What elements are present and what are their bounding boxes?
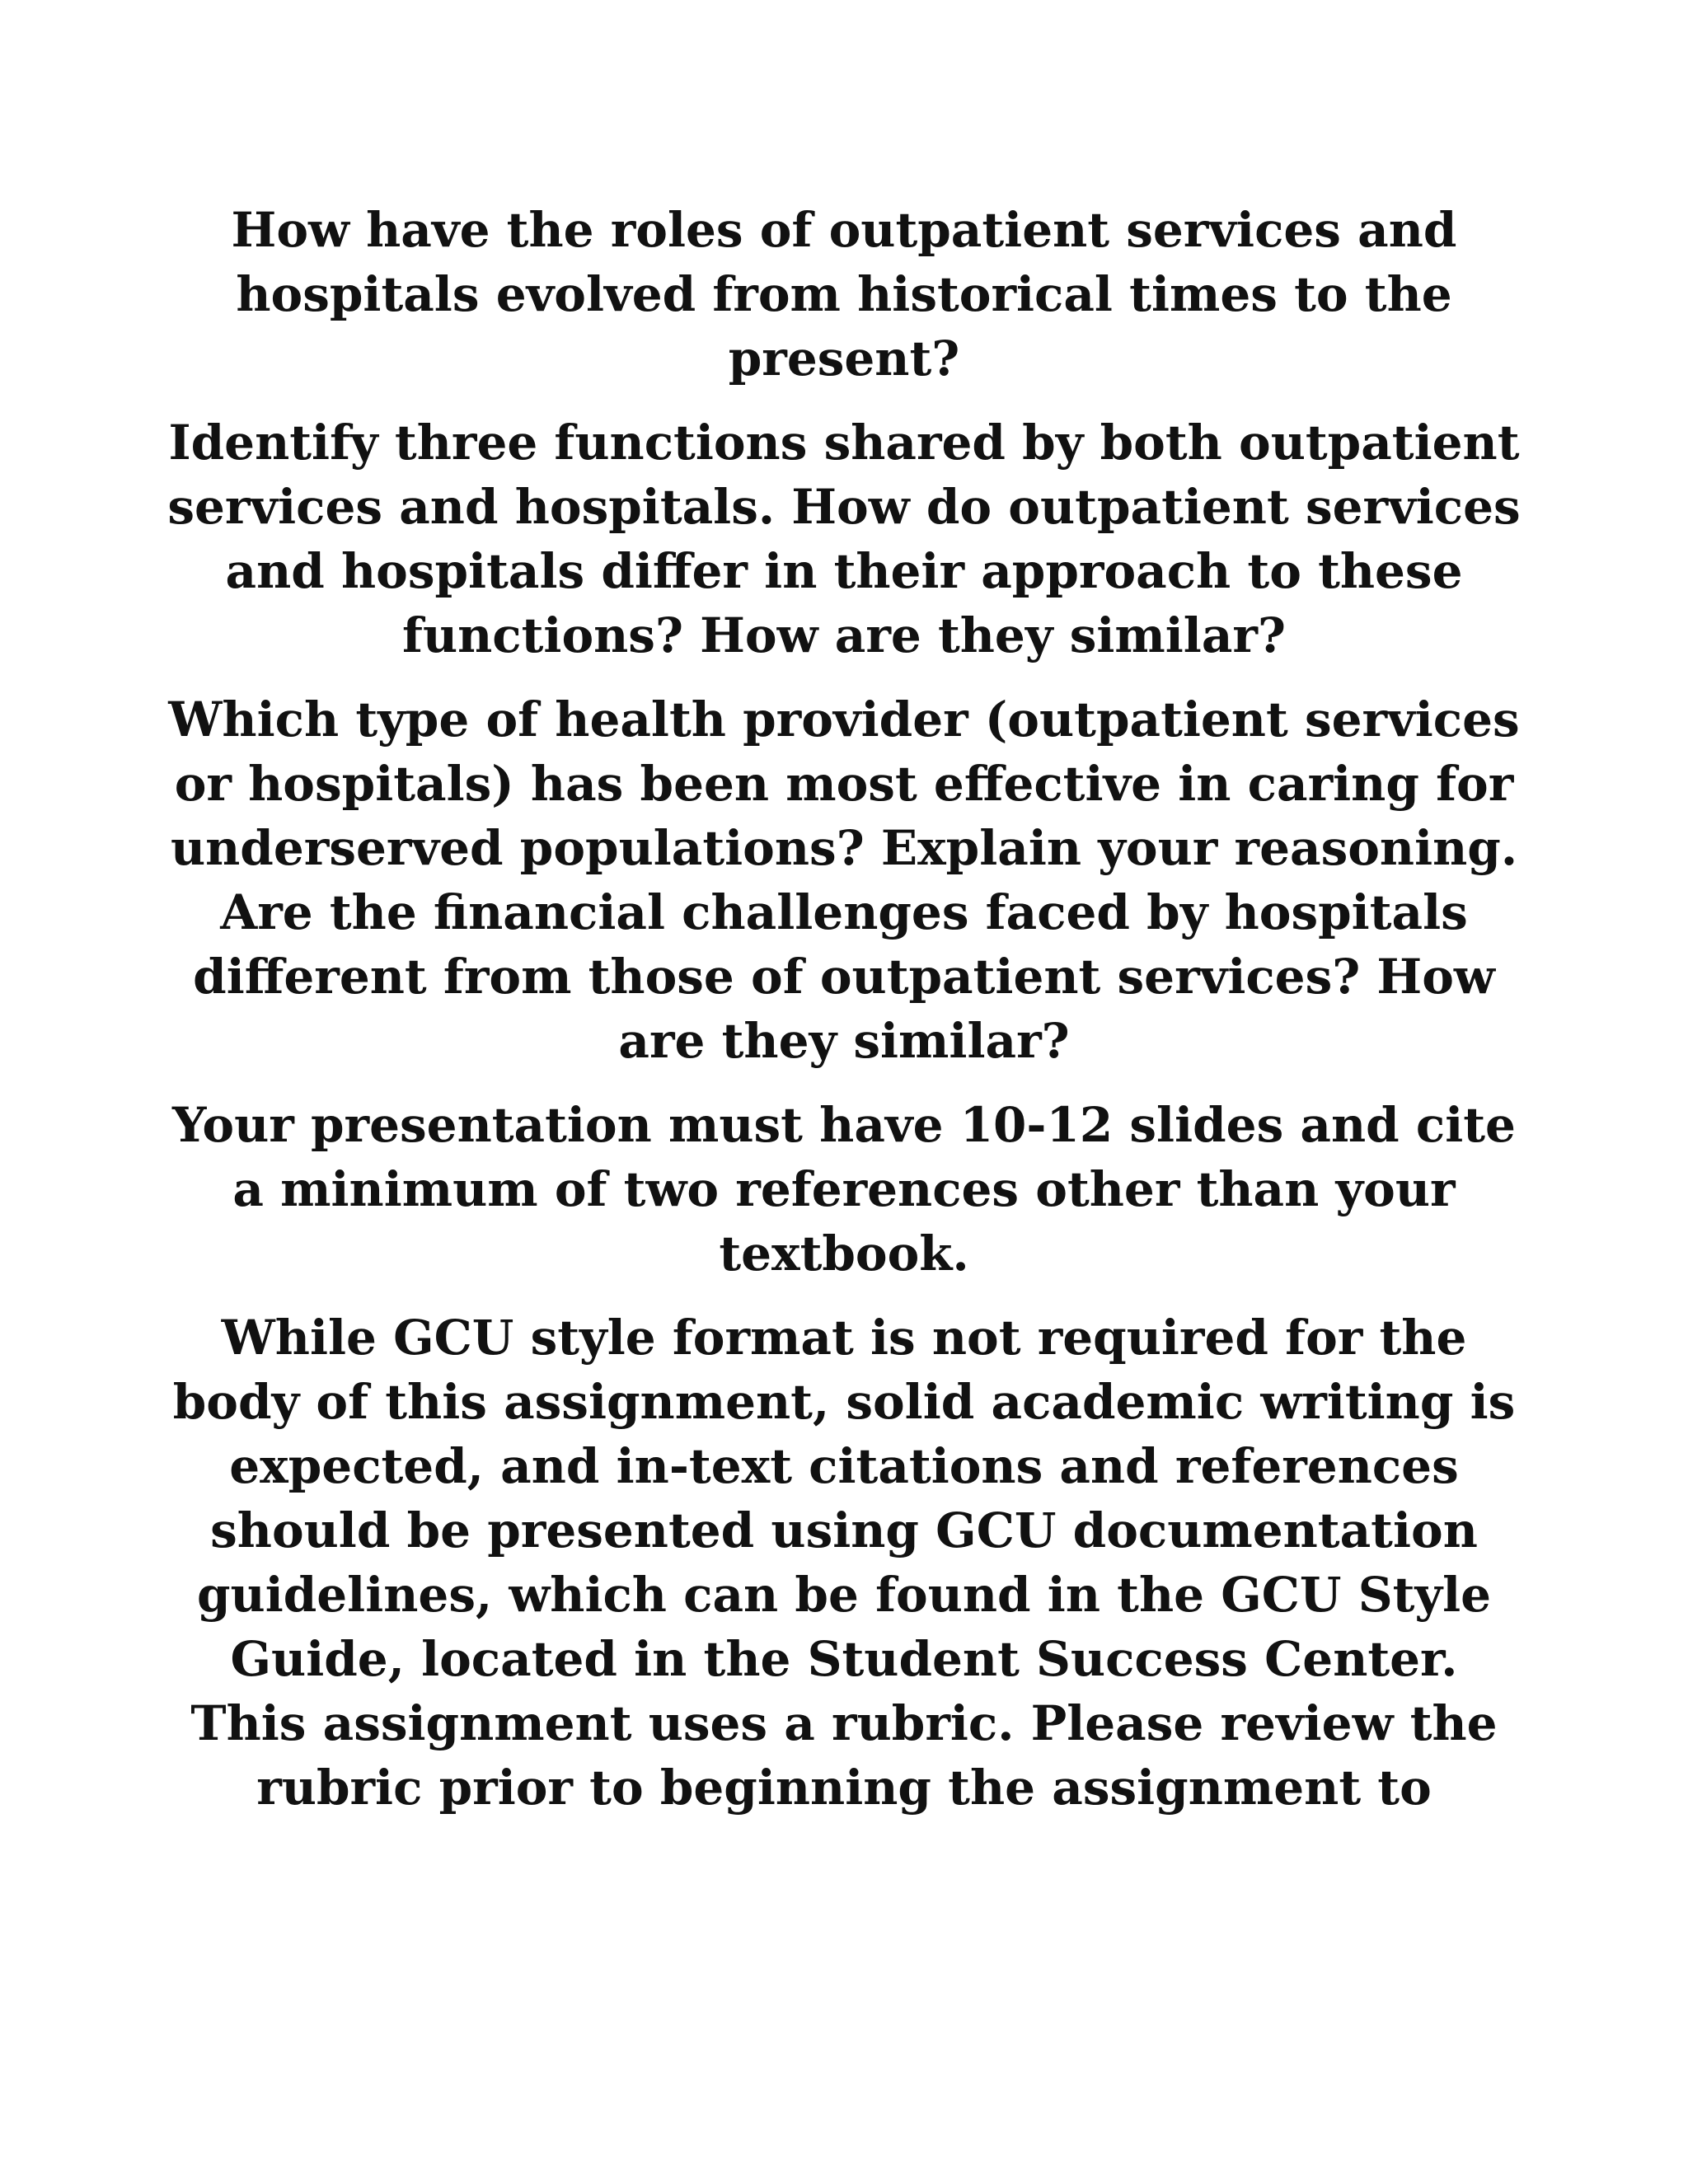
paragraph-shared-functions-question [165,410,1523,668]
text-line: Identify three functions shared by both outpatient [168,415,1520,471]
paragraph-evolution-question [165,198,1523,391]
text-line: functions? How are they similar? [402,607,1286,663]
text-line: This assignment uses a rubric. Please review the [190,1695,1498,1751]
text-line: Are the financial challenges faced by hospitals [220,884,1468,940]
text-line: different from those of outpatient services? How [193,949,1495,1005]
text-line: and hospitals differ in their approach to these [225,543,1463,599]
text-line: Which type of health provider (outpatient services [168,691,1520,748]
text-line: textbook. [719,1226,969,1282]
text-line: While GCU style format is not required for the [221,1310,1467,1366]
text-line: services and hospitals. How do outpatient services [167,479,1521,535]
document-body [165,198,1523,1840]
text-line: body of this assignment, solid academic writing is [172,1374,1516,1430]
text-line: or hospitals) has been most effective in caring for [174,756,1514,812]
paragraph-presentation-requirements [165,1093,1523,1286]
text-line: expected, and in-text citations and references [229,1438,1459,1494]
text-line: How have the roles of outpatient services and [231,202,1457,258]
text-line: Your presentation must have 10-12 slides and cite [172,1097,1516,1153]
text-line: underserved populations? Explain your reasoning. [170,820,1518,876]
paragraph-style-guidelines [165,1305,1523,1820]
text-line: are they similar? [618,1013,1070,1069]
paragraph-underserved-question [165,687,1523,1073]
text-line: rubric prior to beginning the assignment to [256,1760,1432,1816]
text-line: hospitals evolved from historical times to the [236,266,1452,322]
text-line: Guide, located in the Student Success Center. [230,1631,1458,1687]
text-line: should be presented using GCU documentation [210,1502,1478,1558]
text-line: present? [728,330,960,387]
text-line: a minimum of two references other than your [232,1161,1456,1217]
text-line: guidelines, which can be found in the GCU Style [196,1567,1492,1623]
